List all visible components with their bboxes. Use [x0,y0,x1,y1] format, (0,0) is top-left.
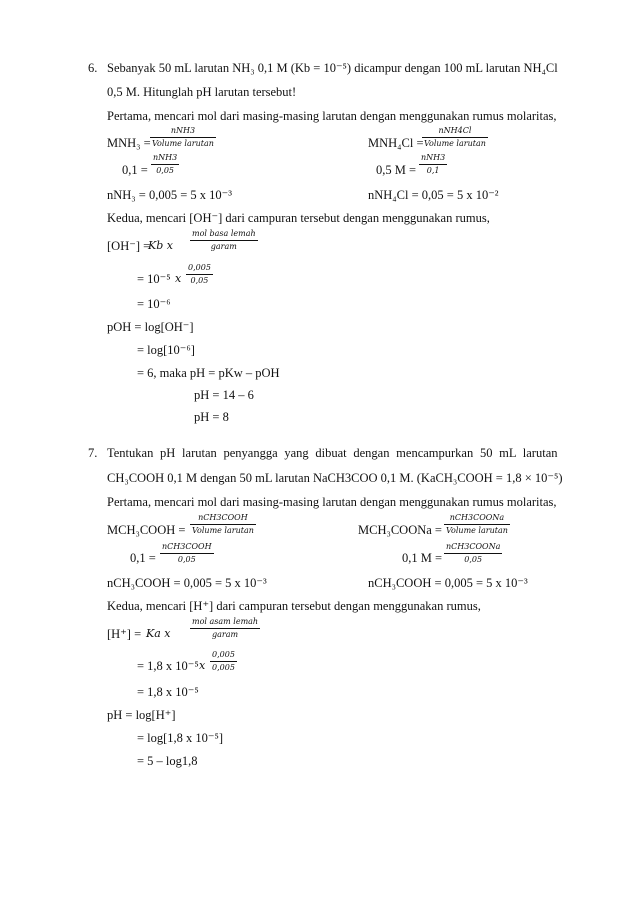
fraction-numerator: 0,005 [210,650,237,662]
q7-ph-line-2: = log[1,8 x 10⁻⁵] [137,731,224,745]
q7-molarity-salt-fraction [444,513,510,536]
q7-molarity-acid-label: MCH₃COOH = [107,523,186,537]
fraction-denominator: Volume larutan [192,526,254,535]
fraction-denominator: garam [210,242,237,251]
q6-question-line-1 [107,61,579,75]
q7-h-step-1-fraction [210,650,237,673]
q6-step-1-intro: Pertama, mencari mol dari masing-masing larutan dengan menggunakan rumus molaritas, [107,109,557,123]
q7-step-2-intro: Kedua, mencari [H⁺] dari campuran tersebut dengan menggunakan rumus, [107,599,481,613]
q6-calc-nh4cl-label: 0,5 M = [376,163,417,177]
fraction-denominator: 0,05 [156,166,175,175]
fraction-numerator: nNH3 [419,153,447,165]
fraction-denominator: 0,05 [177,555,196,564]
fraction-numerator: nCH3COOH [160,542,214,554]
q6-oh-step-1-x: x [175,272,182,285]
q6-molarity-nh3-fraction [150,126,216,149]
fraction-numerator: nCH3COOH [190,513,256,525]
q7-h-factor: Ka x [146,627,171,640]
q6-ph-line-2: pH = 8 [194,410,229,424]
q7-calc-acid-fraction [160,542,214,565]
q7-question-line-2: CH₃COOH 0,1 M dengan 50 mL larutan NaCH3COO 0,1 M. (KaCH₃COOH = 1,8 × 10⁻⁵) [107,471,563,485]
q7-molarity-salt-label: MCH₃COONa = [358,523,442,537]
q6-number: 6. [88,61,98,75]
q7-mol-salt: nCH₃COOH = 0,005 = 5 x 10⁻³ [368,576,528,590]
q7-calc-acid-label: 0,1 = [130,551,156,565]
q7-calc-salt-label: 0,1 M = [402,551,443,565]
q6-oh-result: = 10⁻⁶ [137,297,171,311]
fraction-denominator: garam [212,630,239,639]
q6-step-2-intro: Kedua, mencari [OH⁻] dari campuran tersebut dengan menggunakan rumus, [107,211,490,225]
q6-mol-nh4cl: nNH₄Cl = 0,05 = 5 x 10⁻² [368,188,499,202]
q6-molarity-nh4cl-fraction [422,126,488,149]
fraction-denominator: 0,05 [464,555,483,564]
q6-mol-nh3: nNH₃ = 0,005 = 5 x 10⁻³ [107,188,232,202]
q7-h-label: [H⁺] = [107,627,142,641]
fraction-denominator: 0,1 [426,166,440,175]
q7-ph-line-1: pH = log[H⁺] [107,708,176,722]
q6-oh-factor: Kb x [148,239,173,252]
fraction-numerator: mol basa lemah [190,229,258,241]
q6-question-text-1: Sebanyak 50 mL larutan NH₃ 0,1 M (Kb = 10⁻⁵) dicampur dengan 100 mL larutan NH₄Cl [107,61,558,75]
q7-calc-salt-fraction [444,542,502,565]
q7-h-step-1-label: = 1,8 x 10⁻⁵ [137,659,199,673]
fraction-numerator: nNH4Cl [422,126,488,138]
q6-calc-nh3-label: 0,1 = [122,163,148,177]
q7-question-line-1: Tentukan pH larutan penyangga yang dibuat dengan mencampurkan 50 mL larutan [107,446,558,460]
fraction-denominator: 0,05 [190,276,209,285]
fraction-denominator: Volume larutan [152,139,214,148]
q7-h-fraction [190,617,260,640]
q6-poh-line-1: pOH = log[OH⁻] [107,320,194,334]
q6-calc-nh3-fraction [151,153,179,176]
fraction-numerator: nNH3 [151,153,179,165]
q7-ph-line-3: = 5 – log1,8 [137,754,198,768]
fraction-numerator: nNH3 [150,126,216,138]
q7-number: 7. [88,446,98,460]
q6-molarity-nh3-label: MNH₃ = [107,136,151,150]
q7-step-1-intro: Pertama, mencari mol dari masing-masing larutan dengan menggunakan rumus molaritas, [107,495,557,509]
fraction-numerator: nCH3COONa [444,513,510,525]
q6-ph-line-1: pH = 14 – 6 [194,388,254,402]
q6-poh-line-3: = 6, maka pH = pKw – pOH [137,366,280,380]
fraction-numerator: 0,005 [186,263,213,275]
q6-calc-nh4cl-fraction [419,153,447,176]
fraction-denominator: Volume larutan [446,526,508,535]
fraction-numerator: nCH3COONa [444,542,502,554]
q6-molarity-nh4cl-label: MNH₄Cl = [368,136,424,150]
q7-h-step-1-x: x [199,659,206,672]
q6-question-line-2: 0,5 M. Hitunglah pH larutan tersebut! [107,85,297,99]
q7-h-result: = 1,8 x 10⁻⁵ [137,685,199,699]
q6-oh-label: [OH⁻] = [107,239,151,253]
fraction-denominator: 0,005 [212,663,235,672]
q6-oh-fraction [190,229,258,252]
q6-poh-line-2: = log[10⁻⁶] [137,343,195,357]
fraction-denominator: Volume larutan [424,139,486,148]
fraction-numerator: mol asam lemah [190,617,260,629]
q7-molarity-acid-fraction [190,513,256,536]
q6-oh-step-1-label: = 10⁻⁵ [137,272,171,286]
q7-mol-acid: nCH₃COOH = 0,005 = 5 x 10⁻³ [107,576,267,590]
q6-oh-step-1-fraction [186,263,213,286]
